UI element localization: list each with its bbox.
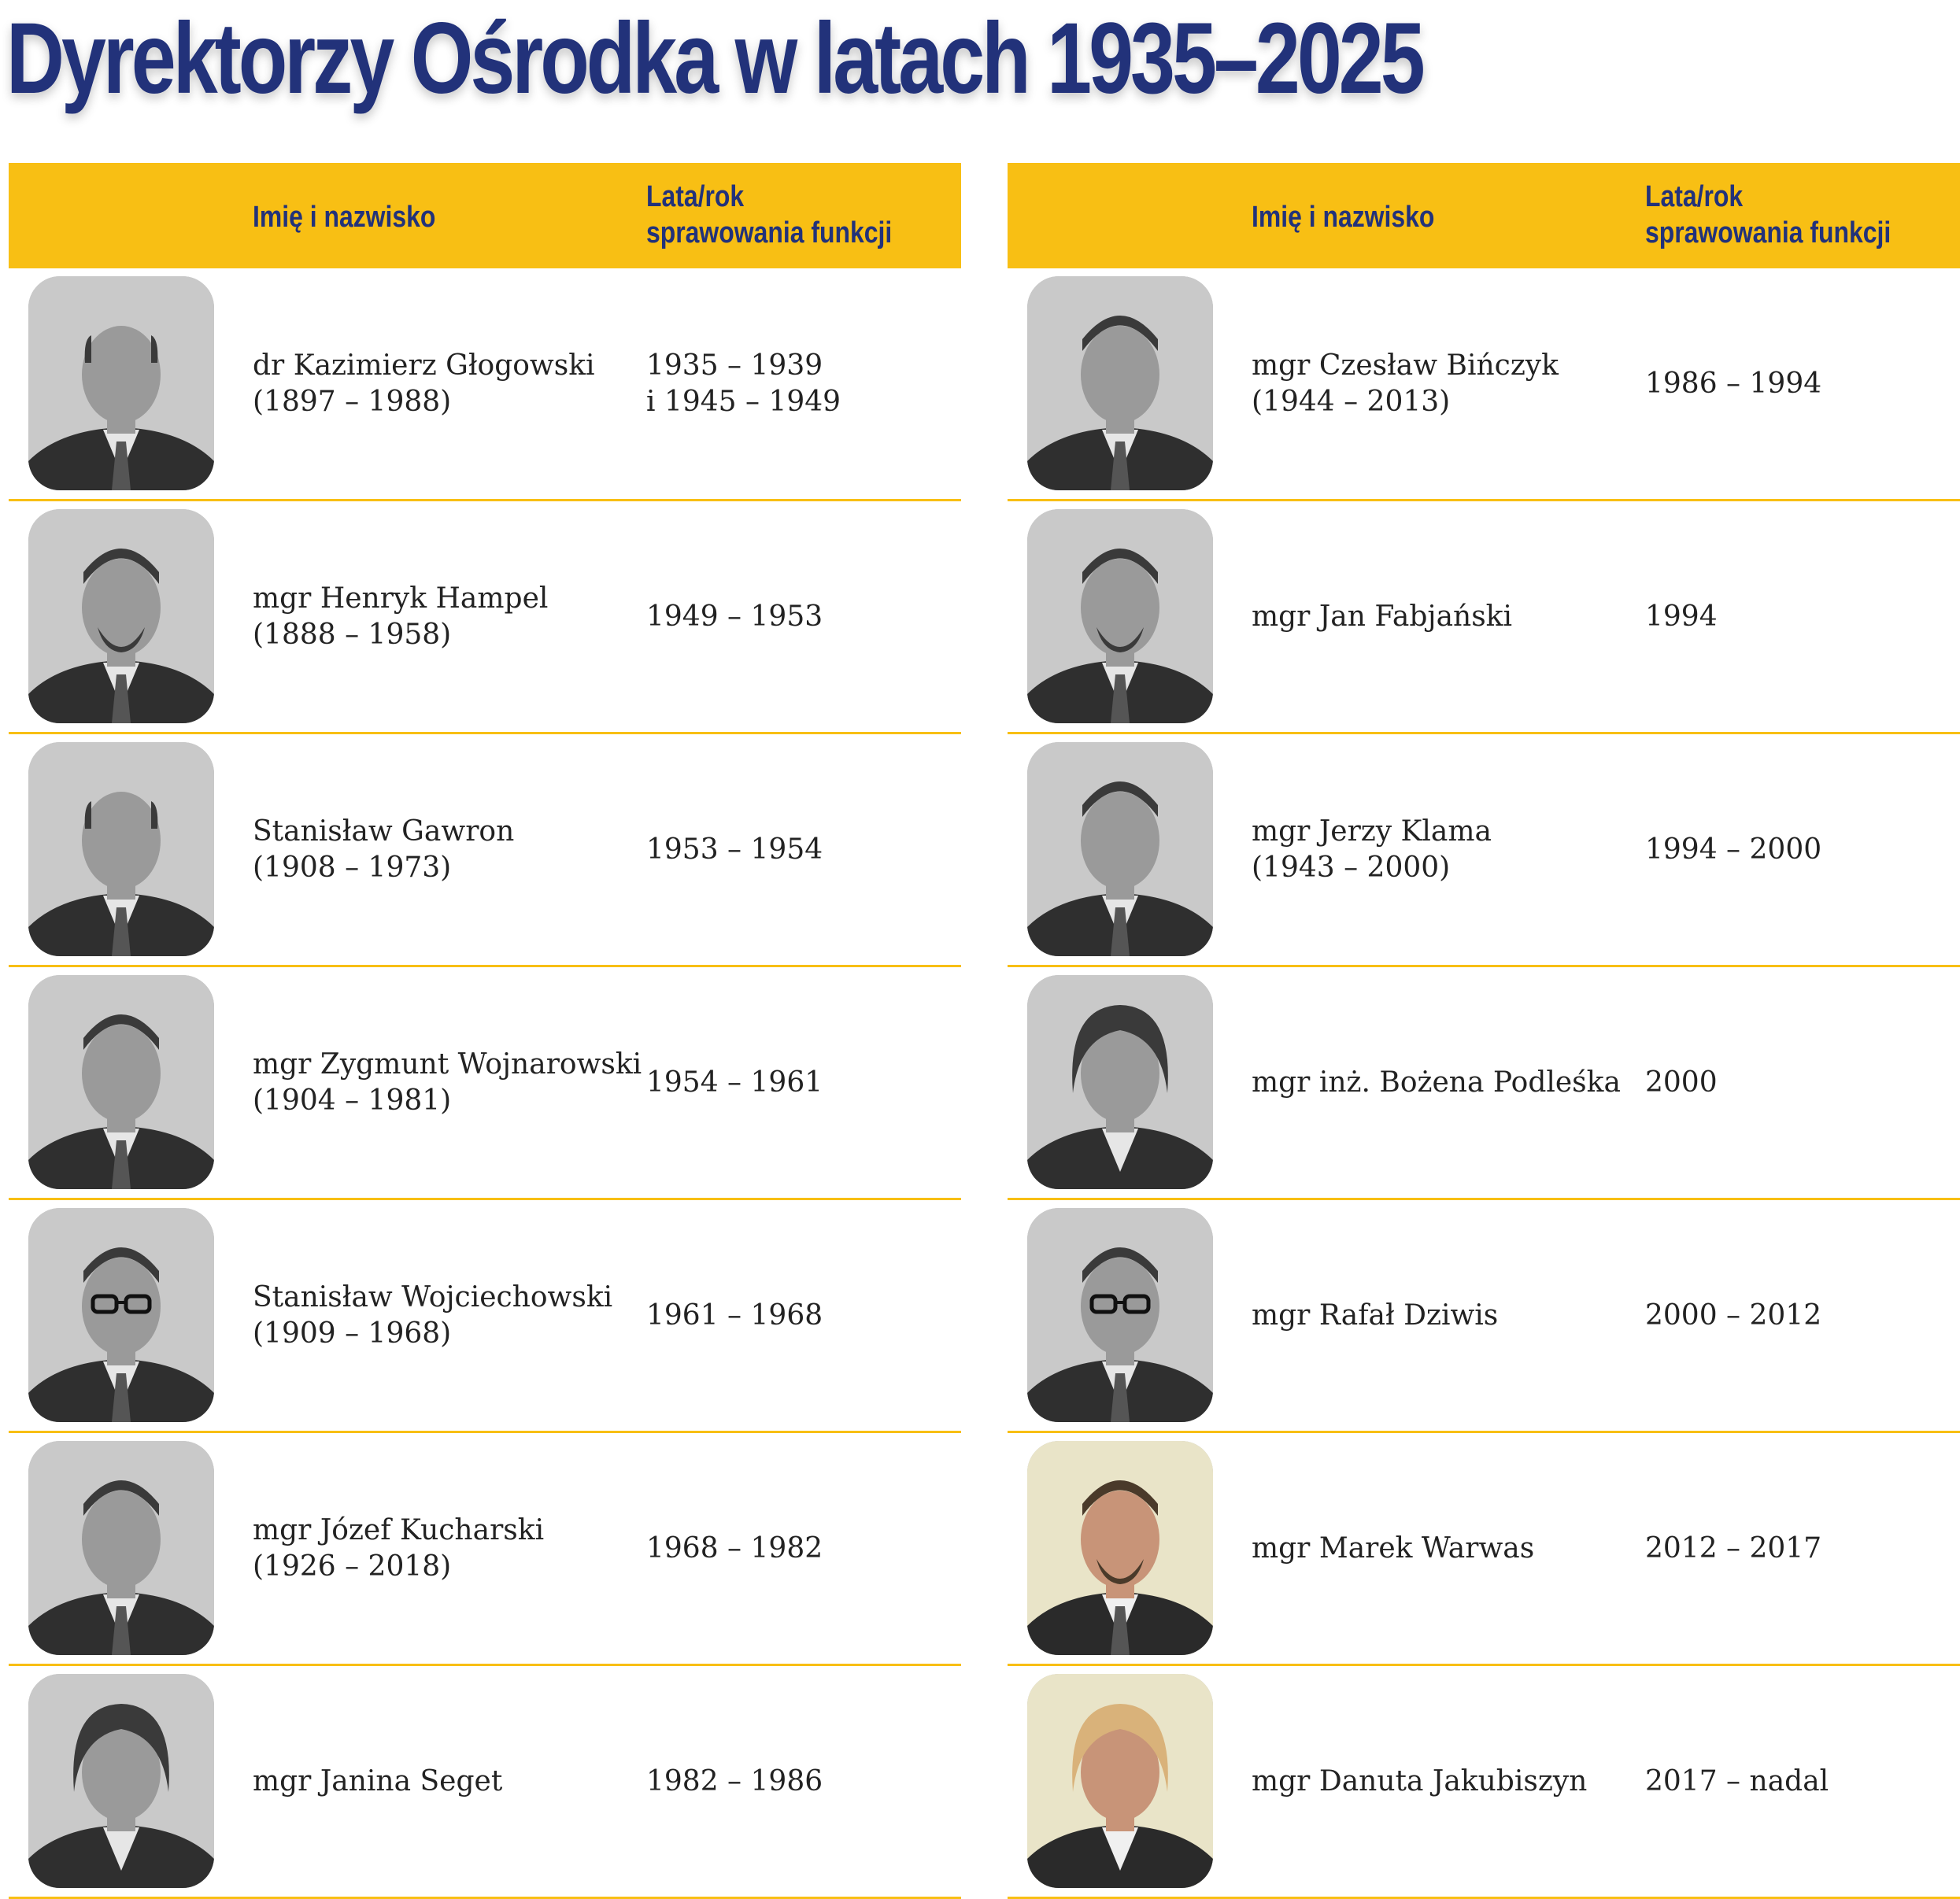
years-cell [1645, 501, 1952, 732]
name-cell [253, 1666, 638, 1897]
director-portrait [28, 1674, 214, 1888]
term-years: 2000 [1645, 1066, 1718, 1099]
director-name: mgr Henryk Hampel [253, 582, 549, 615]
years-cell [646, 1200, 953, 1431]
director-lifespan: (1909 – 1968) [253, 1317, 452, 1350]
director-portrait [1027, 509, 1213, 723]
director-portrait [28, 276, 214, 490]
director-name: mgr Rafał Dziwis [1252, 1299, 1499, 1332]
term-years: 1953 – 1954 [646, 833, 823, 866]
director-portrait [28, 742, 214, 956]
name-cell [1252, 967, 1637, 1198]
name-cell [1252, 1433, 1637, 1664]
years-cell [646, 268, 953, 499]
director-portrait [1027, 1441, 1213, 1655]
table-row [1008, 268, 1960, 501]
table-row [1008, 734, 1960, 967]
director-lifespan: (1943 – 2000) [1252, 851, 1451, 884]
term-years: i 1945 – 1949 [646, 385, 841, 418]
table-row [9, 501, 961, 734]
name-cell [253, 1433, 638, 1664]
table-header [1008, 163, 1960, 268]
director-name: mgr Zygmunt Wojnarowski [253, 1047, 642, 1081]
director-name: dr Kazimierz Głogowski [253, 349, 595, 382]
director-portrait [1027, 742, 1213, 956]
name-cell [253, 967, 642, 1198]
director-portrait [28, 509, 214, 723]
name-cell [1252, 268, 1637, 499]
director-portrait [1027, 1208, 1213, 1422]
term-years: 1994 – 2000 [1645, 833, 1822, 866]
director-portrait [28, 975, 214, 1189]
table-row [1008, 1200, 1960, 1433]
name-cell [253, 734, 638, 965]
directors-table-right [1008, 163, 1960, 1899]
director-name: mgr Jan Fabjański [1252, 600, 1513, 633]
director-name: mgr Danuta Jakubiszyn [1252, 1764, 1588, 1797]
column-header-name: Imię i nazwisko [253, 201, 436, 234]
name-cell [1252, 501, 1637, 732]
term-years: 1949 – 1953 [646, 600, 823, 633]
years-cell [1645, 1433, 1952, 1664]
table-row [1008, 967, 1960, 1200]
director-lifespan: (1904 – 1981) [253, 1084, 452, 1117]
director-lifespan: (1926 – 2018) [253, 1550, 452, 1583]
name-cell [1252, 1666, 1637, 1897]
table-row [9, 1200, 961, 1433]
director-name: mgr Józef Kucharski [253, 1513, 545, 1546]
director-name: mgr Jerzy Klama [1252, 815, 1492, 848]
director-name: mgr inż. Bożena Podleśka [1252, 1066, 1621, 1099]
director-name: mgr Janina Seget [253, 1764, 503, 1797]
term-years: 2000 – 2012 [1645, 1299, 1822, 1332]
years-cell [1645, 1200, 1952, 1431]
table-row [9, 967, 961, 1200]
page-title: Dyrektorzy Ośrodka w latach 1935–2025 [6, 2, 1422, 115]
years-cell [1645, 734, 1952, 965]
term-years: 2012 – 2017 [1645, 1531, 1822, 1565]
name-cell [1252, 734, 1637, 965]
name-cell [253, 501, 638, 732]
column-header-years: Lata/rok sprawowania funkcji [1645, 180, 1892, 249]
years-cell [1645, 1666, 1952, 1897]
name-cell [1252, 1200, 1637, 1431]
years-cell [646, 967, 953, 1198]
term-years: 1982 – 1986 [646, 1764, 823, 1797]
term-years: 1954 – 1961 [646, 1066, 823, 1099]
years-cell [646, 1666, 953, 1897]
term-years: 1986 – 1994 [1645, 367, 1822, 400]
directors-table-left [9, 163, 961, 1899]
years-cell [1645, 967, 1952, 1198]
table-header [9, 163, 961, 268]
director-portrait [1027, 1674, 1213, 1888]
term-years: 2017 – nadal [1645, 1764, 1829, 1797]
director-portrait [28, 1441, 214, 1655]
table-row [1008, 1433, 1960, 1666]
director-lifespan: (1944 – 2013) [1252, 385, 1451, 418]
table-row [9, 1433, 961, 1666]
director-lifespan: (1908 – 1973) [253, 851, 452, 884]
director-portrait [1027, 975, 1213, 1189]
term-years: 1935 – 1939 [646, 349, 823, 382]
table-row [9, 1666, 961, 1899]
director-name: Stanisław Wojciechowski [253, 1280, 613, 1313]
table-row [9, 734, 961, 967]
director-lifespan: (1897 – 1988) [253, 385, 452, 418]
years-cell [646, 1433, 953, 1664]
table-row [1008, 501, 1960, 734]
column-header-years: Lata/rok sprawowania funkcji [646, 180, 893, 249]
years-cell [646, 501, 953, 732]
years-cell [646, 734, 953, 965]
column-header-name: Imię i nazwisko [1252, 201, 1435, 234]
table-body [9, 268, 961, 1899]
director-name: mgr Marek Warwas [1252, 1531, 1535, 1565]
director-name: Stanisław Gawron [253, 815, 515, 848]
term-years: 1994 [1645, 600, 1718, 633]
name-cell [253, 1200, 638, 1431]
director-portrait [1027, 276, 1213, 490]
director-lifespan: (1888 – 1958) [253, 618, 452, 651]
table-row [9, 268, 961, 501]
table-body [1008, 268, 1960, 1899]
term-years: 1961 – 1968 [646, 1299, 823, 1332]
table-row [1008, 1666, 1960, 1899]
director-portrait [28, 1208, 214, 1422]
term-years: 1968 – 1982 [646, 1531, 823, 1565]
years-cell [1645, 268, 1952, 499]
director-name: mgr Czesław Bińczyk [1252, 349, 1559, 382]
name-cell [253, 268, 638, 499]
